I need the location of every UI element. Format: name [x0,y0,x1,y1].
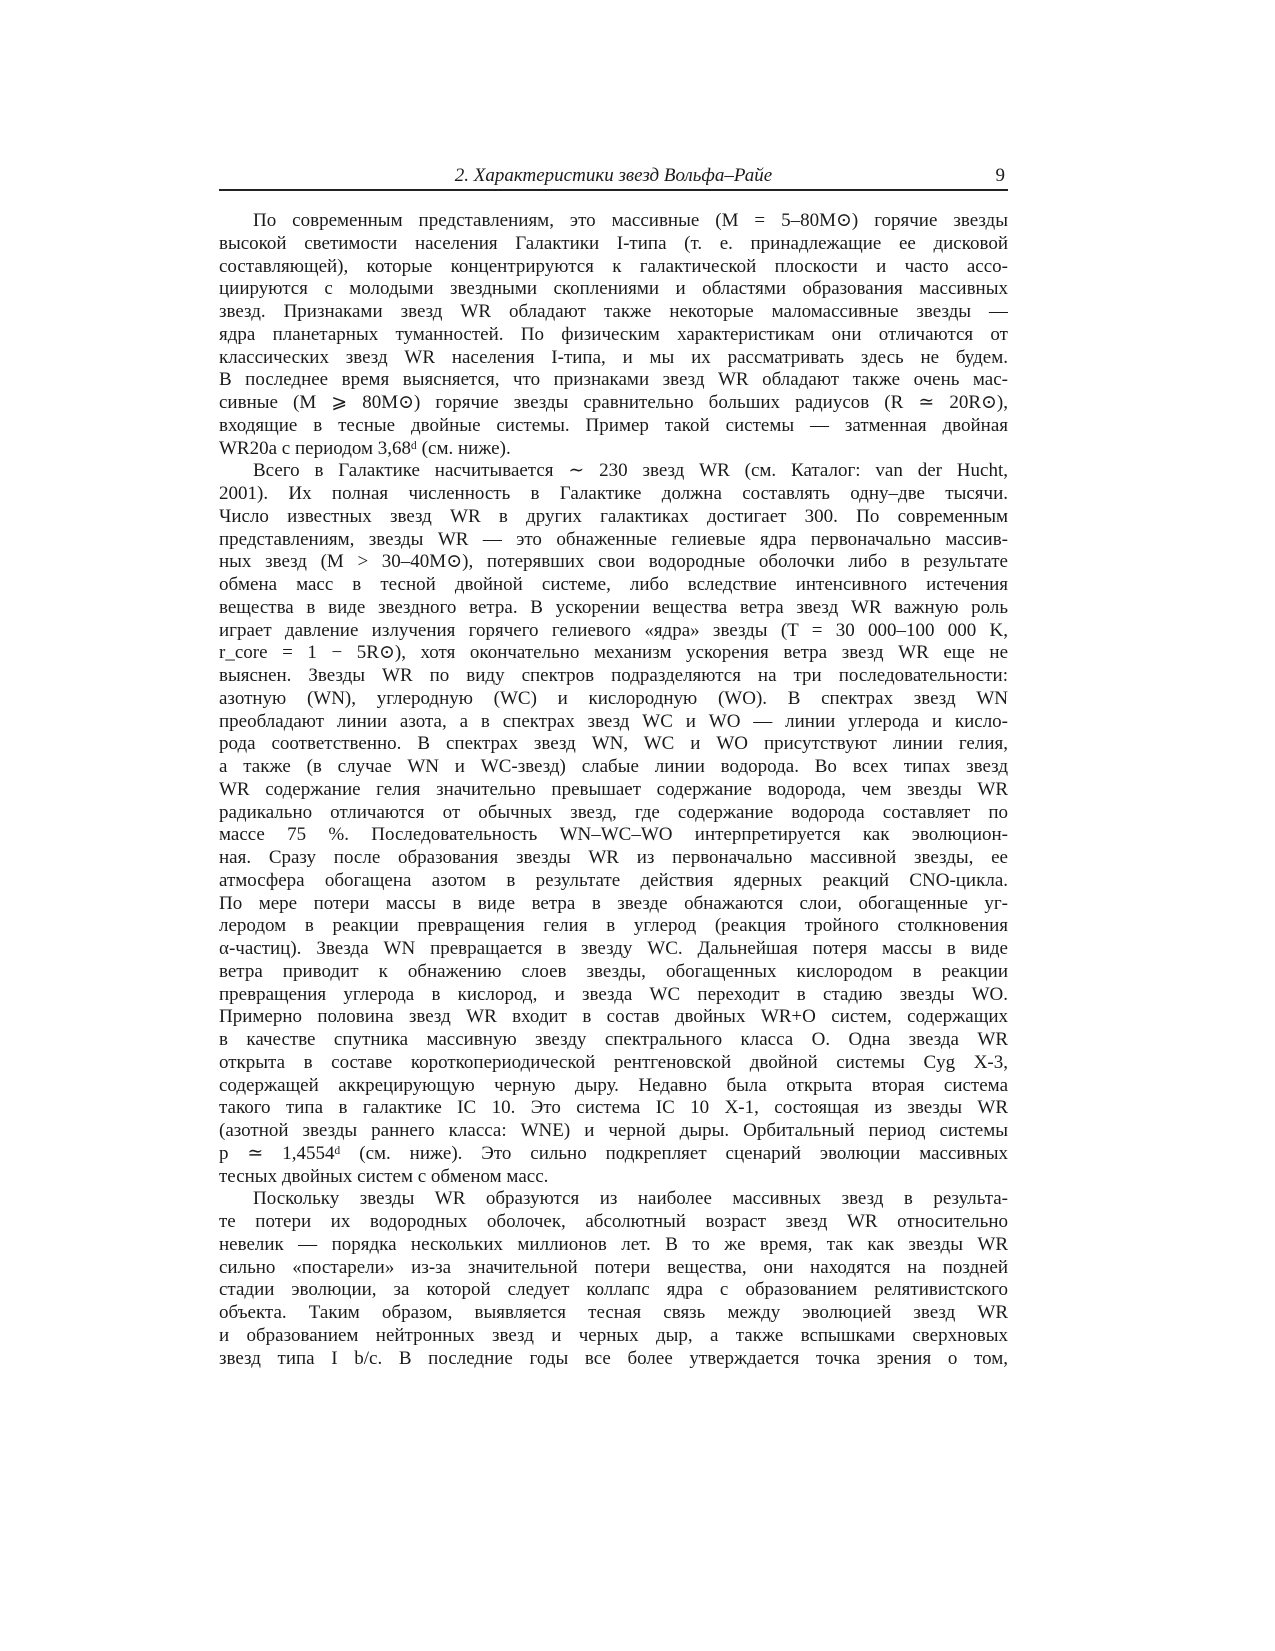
text-line: Всего в Галактике насчитывается ∼ 230 звезд WR (см. Каталог: van der Hucht, [253,460,1008,482]
text-line: преобладают линии азота, а в спектрах звезд WC и WO — линии углерода и кисло- [219,710,1008,732]
text-line: сильно «постарели» из-за значительной потери вещества, они находятся на поздней [219,1256,1008,1278]
running-head [219,165,1008,191]
running-title: 2. Характеристики звезд Вольфа–Райе [454,165,773,186]
text-line: превращения углерода в кислород, и звезда WC переходит в стадию звезды WO. [219,983,1008,1005]
text-line: ных звезд (M > 30–40M⊙), потерявших свои водородные оболочки либо в результате [219,551,1008,573]
text-line: в качестве спутника массивную звезду спектрального класса O. Одна звезда WR [219,1029,1008,1050]
text-line: обмена масс в тесной двойной системе, либо вследствие интенсивного истечения [219,574,1008,595]
text-line: а также (в случае WN и WC-звезд) слабые линии водорода. Во всех типах звезд [219,756,1008,777]
text-line: По мере потери массы в виде ветра в звезде обнажаются слои, обогащенные уг- [219,892,1008,914]
text-line: составляющей), которые концентрируются к галактической плоскости и часто ассо- [219,255,1008,277]
text-line: звезд. Признаками звезд WR обладают также некоторые маломассивные звезды — [219,301,1008,322]
text-line: и образованием нейтронных звезд и черных дыр, а также вспышками сверхновых [219,1324,1008,1346]
text-line: азотную (WN), углеродную (WC) и кислородную (WO). В спектрах звезд WN [219,687,1008,709]
text-line: WR содержание гелия значительно превышает содержание водорода, чем звезды WR [219,778,1008,800]
paragraph [219,460,1008,1188]
text-line: стадии эволюции, за которой следует коллапс ядра с образованием релятивистского [219,1279,1008,1301]
text-line: леродом в реакции превращения гелия в углерод (реакция тройного столкновения [219,915,1008,937]
text-line: массе 75 %. Последовательность WN–WC–WO интерпретируется как эволюцион- [219,824,1008,846]
text-line: p ≃ 1,4554ᵈ (см. ниже). Это сильно подкрепляет сценарий эволюции массивных [219,1142,1008,1164]
text-line: радикально отличаются от обычных звезд, где содержание водорода составляет по [219,801,1008,823]
text-line: (азотной звезды раннего класса: WNE) и черной дыры. Орбитальный период системы [219,1120,1008,1141]
text-line: высокой светимости населения Галактики I-типа (т. е. принадлежащие ее дисковой [219,232,1008,254]
text-line: входящие в тесные двойные системы. Пример такой системы — затменная двойная [219,414,1008,436]
text-line: объекта. Таким образом, выявляется тесная связь между эволюцией звезд WR [219,1302,1008,1323]
text-line: В последнее время выясняется, что признаками звезд WR обладают также очень мас- [219,369,1008,391]
text-line: циируются с молодыми звездными скоплениями и областями образования массивных [219,278,1008,300]
text-line: открыта в составе короткопериодической рентгеновской двойной системы Cyg X-3, [219,1051,1008,1073]
text-line: невелик — порядка нескольких миллионов лет. В то же время, так как звезды WR [219,1233,1008,1255]
text-line: Число известных звезд WR в других галактиках достигает 300. По современным [219,505,1008,527]
text-line: играет давление излучения горячего гелиевого «ядра» звезды (T = 30 000–100 000 K, [219,619,1008,641]
text-line: ветра приводит к обнажению слоев звезды, обогащенных кислородом в реакции [219,960,1008,982]
text-line: ядра планетарных туманностей. По физическим характеристикам они отличаются от [219,323,1008,345]
paragraph [219,1188,1008,1370]
body-text [219,210,1008,1370]
text-line: вещества в виде звездного ветра. В ускорении вещества ветра звезд WR важную роль [219,596,1008,618]
text-line: такого типа в галактике IC 10. Это система IC 10 X-1, состоящая из звезды WR [219,1097,1008,1119]
text-line: представлениям, звезды WR — это обнаженные гелиевые ядра первоначально массив- [219,528,1008,550]
paragraph [219,210,1008,460]
text-line: сивные (M ⩾ 80M⊙) горячие звезды сравнительно больших радиусов (R ≃ 20R⊙), [219,392,1008,413]
text-line: ная. Сразу после образования звезды WR из первоначально массивной звезды, ее [219,847,1008,868]
text-line: те потери их водородных оболочек, абсолютный возраст звезд WR относительно [219,1211,1008,1232]
text-line: Примерно половина звезд WR входит в состав двойных WR+O систем, содержащих [219,1006,1008,1028]
text-line: тесных двойных систем с обменом масс. [219,1165,549,1187]
text-line: WR20a с периодом 3,68ᵈ (см. ниже). [219,437,511,459]
text-line: Поскольку звезды WR образуются из наиболее массивных звезд в результа- [253,1188,1008,1210]
text-line: r_core = 1 − 5R⊙), хотя окончательно механизм ускорения ветра звезд WR еще не [219,642,1008,664]
text-line: α-частиц). Звезда WN превращается в звезду WC. Дальнейшая потеря массы в виде [219,938,1008,959]
text-line: выяснен. Звезды WR по виду спектров подразделяются на три последовательности: [219,665,1008,686]
text-line: звезд типа I b/c. В последние годы все более утверждается точка зрения о том, [219,1347,1008,1369]
text-line: 2001). Их полная численность в Галактике должна составлять одну–две тысячи. [219,483,1008,504]
text-line: По современным представлениям, это массивные (M = 5–80M⊙) горячие звезды [253,210,1008,231]
text-line: содержащей аккрецирующую черную дыру. Недавно была открыта вторая система [219,1074,1008,1096]
text-line: рода соответственно. В спектрах звезд WN, WC и WO присутствуют линии гелия, [219,733,1008,755]
text-line: классических звезд WR населения I-типа, и мы их рассматривать здесь не будем. [219,346,1008,368]
page-number: 9 [995,165,1005,186]
text-line: атмосфера обогащена азотом в результате действия ядерных реакций CNO-цикла. [219,869,1008,891]
